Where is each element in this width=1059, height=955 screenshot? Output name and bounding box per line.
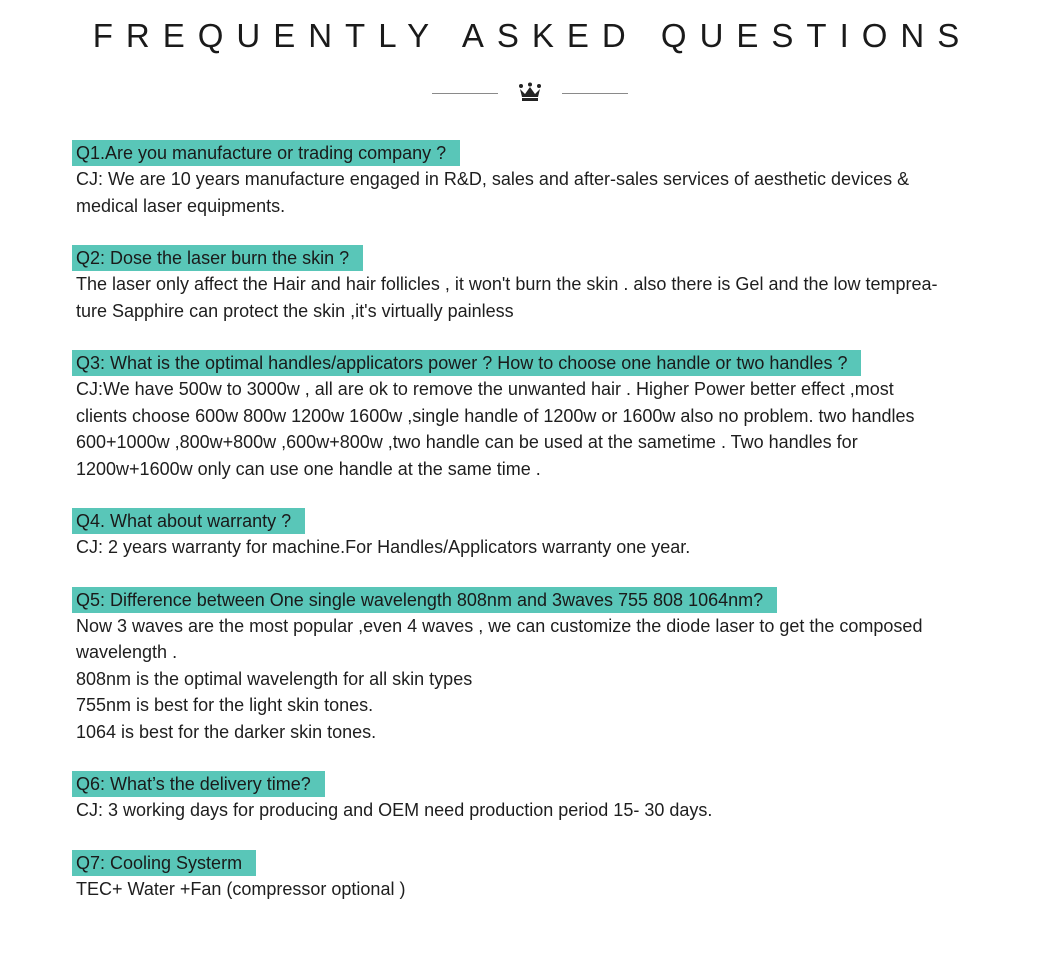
answer-line: 600+1000w ,800w+800w ,600w+800w ,two handle can be used at the sametime . Two handles for bbox=[76, 432, 858, 452]
faq-question: Q6: What’s the delivery time? bbox=[72, 771, 325, 797]
faq-item-5 bbox=[72, 587, 1032, 746]
faq-answer bbox=[72, 797, 1032, 824]
faq-question: Q2: Dose the laser burn the skin ? bbox=[72, 245, 363, 271]
answer-line: 808nm is the optimal wavelength for all skin types bbox=[76, 668, 473, 689]
faq-answer bbox=[72, 876, 1032, 903]
answer-line: CJ: 3 working days for producing and OEM need production period 15- 30 days. bbox=[76, 800, 713, 820]
faq-question: Q5: Difference between One single wavelength 808nm and 3waves 755 808 1064nm? bbox=[72, 587, 777, 613]
answer-line: CJ: 2 years warranty for machine.For Handles/Applicators warranty one year. bbox=[76, 537, 691, 557]
answer-line: 1200w+1600w only can use one handle at the same time . bbox=[76, 458, 541, 479]
faq-answer bbox=[72, 376, 1032, 482]
faq-item-7 bbox=[72, 850, 1032, 903]
faq-list bbox=[72, 140, 1032, 928]
divider-line-left bbox=[432, 93, 498, 94]
faq-answer bbox=[72, 534, 1032, 561]
answer-line: wavelength . bbox=[76, 642, 178, 662]
faq-answer bbox=[72, 613, 1032, 746]
faq-question: Q7: Cooling Systerm bbox=[72, 850, 256, 876]
faq-question: Q4. What about warranty ? bbox=[72, 508, 305, 534]
faq-answer bbox=[72, 166, 1032, 219]
faq-item-3 bbox=[72, 350, 1032, 482]
answer-line: ture Sapphire can protect the skin ,it's virtually painless bbox=[76, 300, 514, 321]
faq-item-1 bbox=[72, 140, 1032, 219]
faq-item-6 bbox=[72, 771, 1032, 824]
faq-answer bbox=[72, 271, 1032, 324]
answer-line: Now 3 waves are the most popular ,even 4 waves , we can customize the diode laser to get the composed bbox=[76, 615, 923, 636]
page-title: FREQUENTLY ASKED QUESTIONS bbox=[92, 17, 973, 54]
faq-item-4 bbox=[72, 508, 1032, 561]
answer-line: 755nm is best for the light skin tones. bbox=[76, 695, 374, 715]
answer-line: medical laser equipments. bbox=[76, 195, 286, 216]
answer-line: CJ: We are 10 years manufacture engaged in R&D, sales and after-sales services of aesthetic devices & bbox=[76, 169, 910, 189]
answer-line: 1064 is best for the darker skin tones. bbox=[76, 721, 377, 742]
answer-line: clients choose 600w 800w 1200w 1600w ,single handle of 1200w or 1600w also no problem. two handles bbox=[76, 405, 915, 426]
faq-question: Q1.Are you manufacture or trading company ? bbox=[72, 140, 460, 166]
answer-line: TEC+ Water +Fan (compressor optional ) bbox=[76, 878, 406, 899]
divider-line-right bbox=[562, 93, 628, 94]
answer-line: CJ:We have 500w to 3000w , all are ok to remove the unwanted hair . Higher Power better effect ,most bbox=[76, 379, 894, 399]
answer-line: The laser only affect the Hair and hair follicles , it won't burn the skin . also there is Gel and the low temprea- bbox=[76, 274, 938, 294]
title-divider bbox=[430, 78, 630, 106]
faq-item-2 bbox=[72, 245, 1032, 324]
crown-icon bbox=[518, 82, 542, 102]
faq-question: Q3: What is the optimal handles/applicators power ? How to choose one handle or two handles ? bbox=[72, 350, 861, 376]
